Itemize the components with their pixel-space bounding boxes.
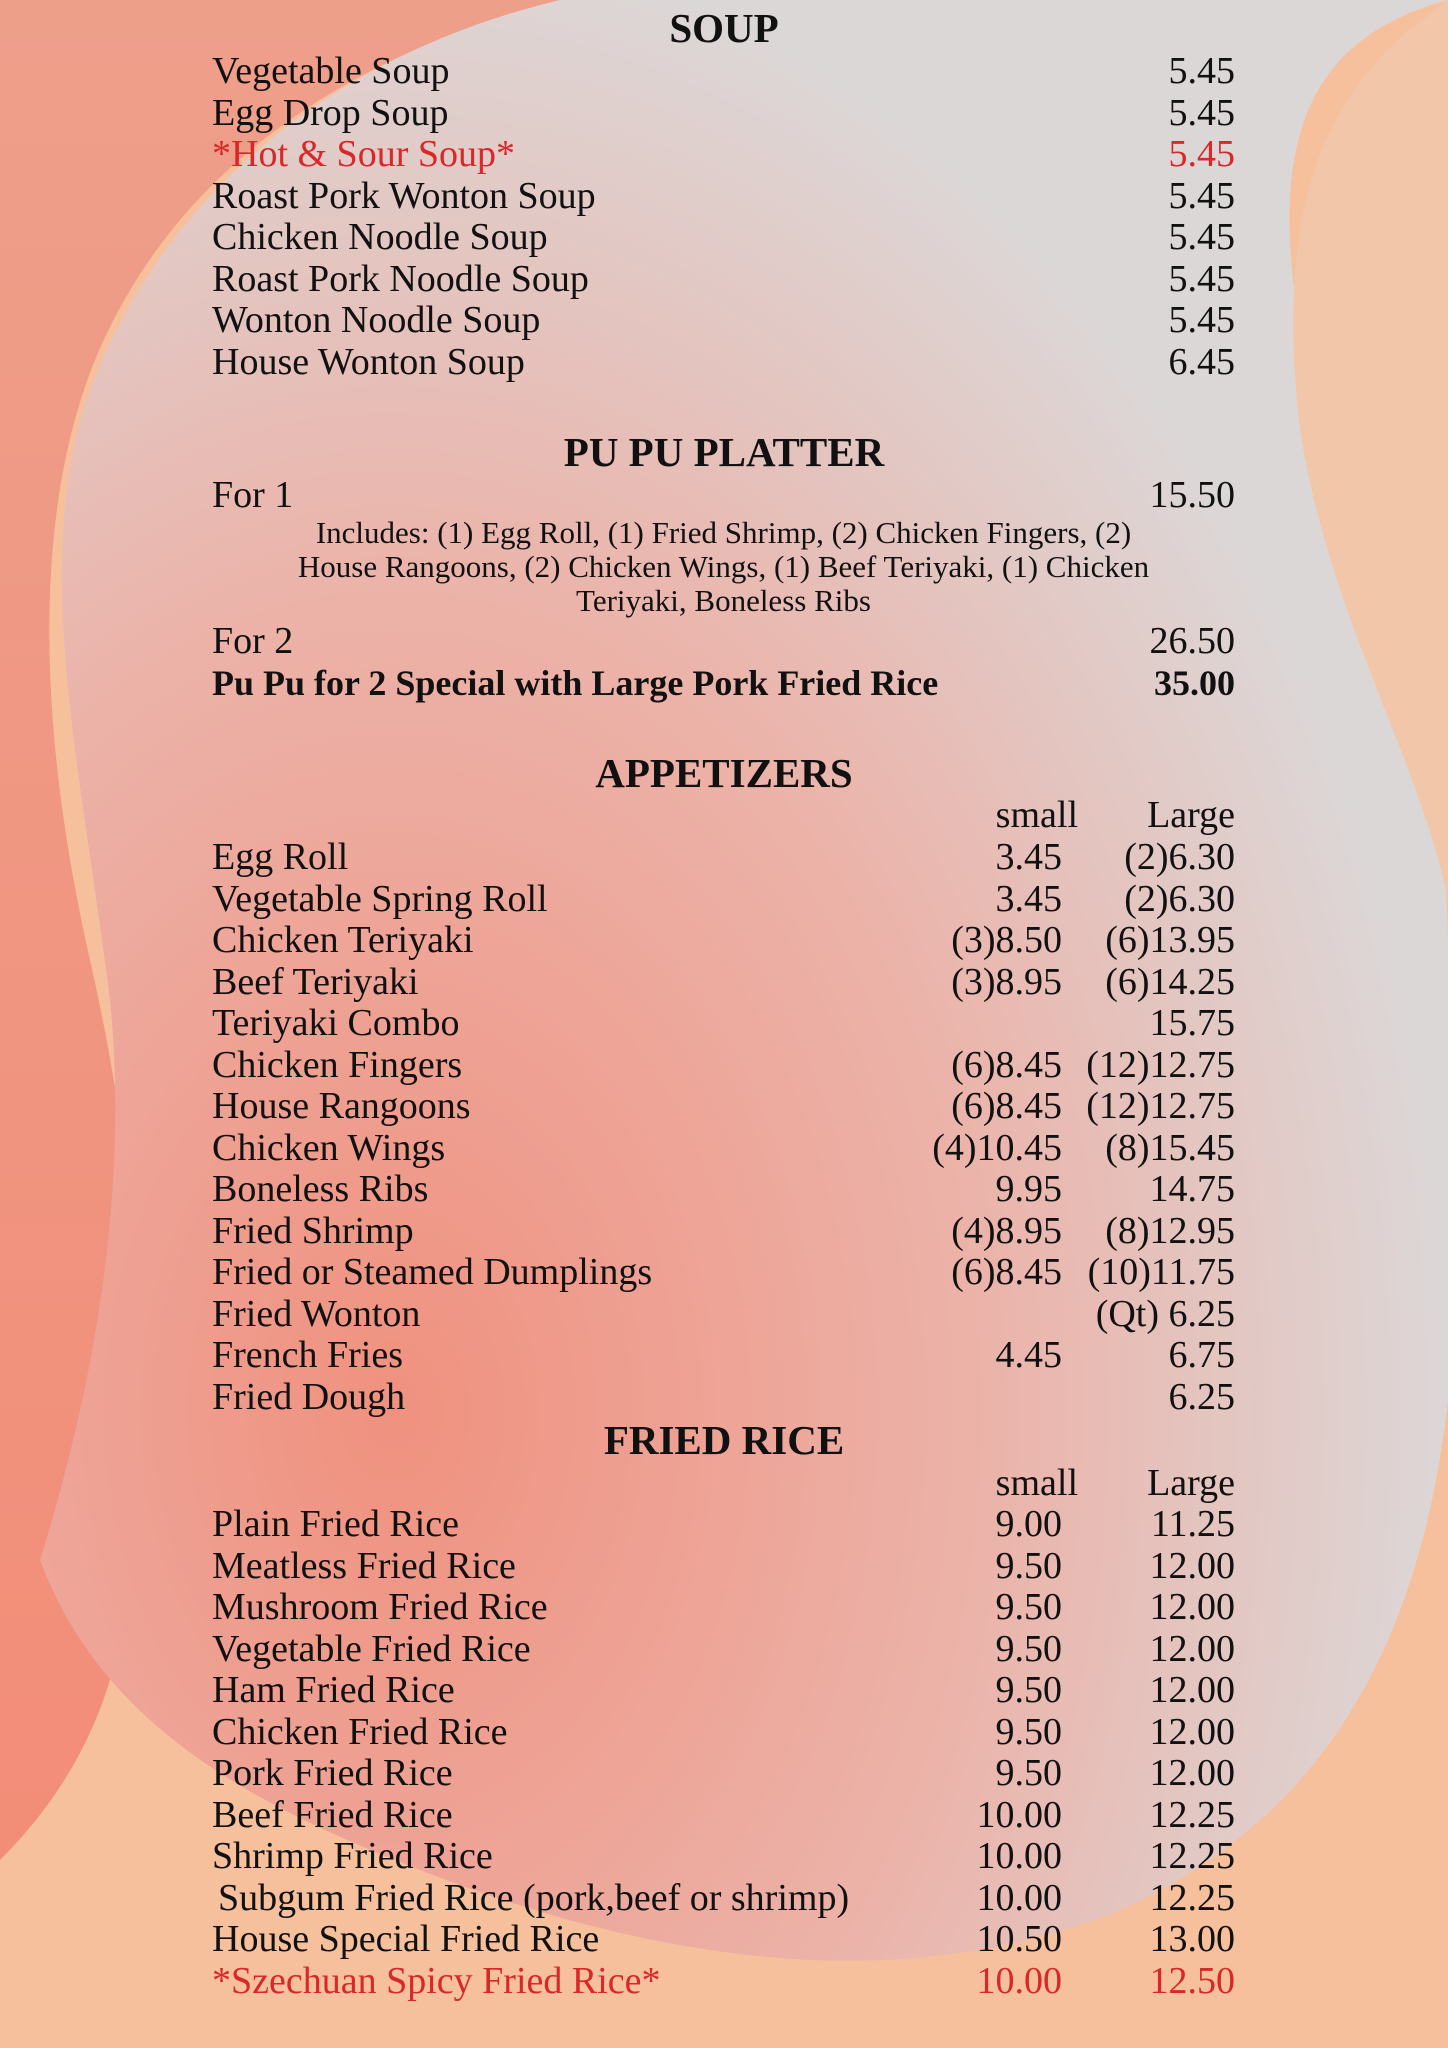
item-name: Beef Fried Rice (212, 1793, 453, 1836)
item-price: 5.45 (1168, 257, 1235, 300)
item-name: Ham Fried Rice (212, 1669, 455, 1711)
menu-item-row (212, 961, 1235, 1003)
menu-item-row (212, 836, 1235, 878)
item-price-large: 12.50 (1149, 1959, 1235, 2002)
item-price-small: 10.00 (976, 1835, 1062, 1877)
item-price-large: 12.00 (1149, 1710, 1235, 1753)
item-name: Egg Roll (212, 836, 349, 878)
menu-item-row (212, 1044, 1235, 1086)
item-name: Chicken Fried Rice (212, 1710, 508, 1753)
item-price-small: 10.50 (976, 1918, 1062, 1960)
section-title-soup: SOUP (669, 5, 779, 51)
item-price-small: 3.45 (995, 836, 1062, 878)
item-name: Fried or Steamed Dumplings (212, 1251, 653, 1293)
menu-item-row (212, 216, 1235, 258)
item-name: Chicken Noodle Soup (212, 216, 548, 258)
menu-item-row (212, 1752, 1235, 1794)
menu-item-row (212, 92, 1235, 134)
menu-item-row (212, 1669, 1235, 1711)
item-name: Boneless Ribs (212, 1168, 429, 1210)
item-price-small: 9.50 (995, 1544, 1062, 1587)
item-price-small: 3.45 (995, 877, 1062, 920)
item-name: Fried Dough (212, 1375, 406, 1418)
menu-item-row (212, 1334, 1235, 1376)
item-name: Pork Fried Rice (212, 1752, 453, 1794)
item-price-large: (2)6.30 (1124, 877, 1235, 920)
item-price-small: 10.00 (976, 1793, 1062, 1836)
menu-item-row (212, 258, 1235, 300)
item-name: *Hot & Sour Soup* (212, 133, 515, 175)
item-name: House Rangoons (212, 1085, 471, 1127)
menu-item-row (212, 1960, 1235, 2002)
pupu-includes-line-3: Teriyaki, Boneless Ribs (576, 583, 871, 618)
item-price-small: 9.50 (995, 1586, 1062, 1628)
item-price-large: 13.00 (1149, 1918, 1235, 1960)
menu-item-row (212, 1251, 1235, 1293)
item-price-small: 9.95 (995, 1168, 1062, 1210)
item-price-large: (Qt) 6.25 (1095, 1292, 1235, 1335)
pupu-for2-name: For 2 (212, 620, 294, 662)
item-price-small: 10.00 (976, 1876, 1062, 1919)
pupu-for2-price: 26.50 (1149, 620, 1235, 662)
appetizers-col-small: small (995, 794, 1078, 836)
pupu-for1-name: For 1 (212, 474, 294, 516)
pupu-includes-line-2: House Rangoons, (2) Chicken Wings, (1) Beef Teriyaki, (1) Chicken (297, 549, 1150, 584)
item-price-large: 11.25 (1150, 1503, 1235, 1545)
item-price-large: 14.75 (1149, 1168, 1235, 1210)
item-name: Chicken Fingers (212, 1043, 463, 1086)
item-price-small: 9.50 (995, 1669, 1062, 1711)
item-name: Chicken Teriyaki (212, 919, 474, 961)
item-price-large: (10)11.75 (1087, 1251, 1235, 1293)
item-price-small: 4.45 (995, 1334, 1062, 1376)
section-title-appetizers: APPETIZERS (595, 750, 853, 796)
menu-item-row (212, 1918, 1235, 1960)
item-price-large: 12.00 (1149, 1586, 1235, 1628)
pupu-special-price: 35.00 (1154, 663, 1235, 703)
item-price: 5.45 (1168, 50, 1235, 92)
menu-item-row (212, 1168, 1235, 1210)
menu-item-row (212, 1835, 1235, 1877)
item-name: Vegetable Spring Roll (212, 877, 548, 920)
pupu-includes-line-1: Includes: (1) Egg Roll, (1) Fried Shrimp, (2) Chicken Fingers, (2) (315, 515, 1132, 550)
item-price-small: 9.00 (995, 1503, 1062, 1545)
menu-item-row (212, 1794, 1235, 1836)
item-price-small: (3)8.50 (951, 919, 1062, 961)
item-name: French Fries (212, 1334, 404, 1376)
item-price-large: 12.00 (1149, 1669, 1235, 1711)
item-price-small: 9.50 (995, 1710, 1062, 1753)
item-name: Chicken Wings (212, 1126, 446, 1169)
item-price-large: 12.25 (1149, 1876, 1235, 1919)
item-price-large: 12.25 (1149, 1835, 1235, 1877)
item-price-large: (12)12.75 (1086, 1043, 1235, 1086)
item-price: 5.45 (1168, 133, 1235, 175)
item-price-small: 10.00 (976, 1959, 1062, 2002)
menu-item-row (212, 1628, 1235, 1670)
item-name: Wonton Noodle Soup (212, 299, 541, 341)
appetizers-col-large: Large (1147, 794, 1235, 836)
item-name: Mushroom Fried Rice (212, 1586, 548, 1628)
pupu-for1-row (212, 474, 1235, 516)
item-price-small: (6)8.45 (951, 1085, 1062, 1127)
item-price-large: 12.25 (1149, 1793, 1235, 1836)
pupu-special-name: Pu Pu for 2 Special with Large Pork Fried Rice (212, 663, 939, 703)
item-name: Teriyaki Combo (212, 1002, 460, 1044)
section-title-fried-rice: FRIED RICE (603, 1417, 845, 1463)
item-name: Subgum Fried Rice (pork,beef or shrimp) (218, 1876, 850, 1919)
item-price-large: 12.00 (1149, 1627, 1235, 1670)
fried-rice-col-large: Large (1147, 1462, 1235, 1504)
menu-item-row (212, 1545, 1235, 1587)
item-name: Roast Pork Wonton Soup (212, 174, 596, 217)
item-price-large: 12.00 (1149, 1752, 1235, 1794)
item-price-large: (6)13.95 (1105, 919, 1235, 961)
menu-item-row (212, 341, 1235, 383)
item-price: 5.45 (1168, 216, 1235, 258)
item-price-large: 12.00 (1149, 1544, 1235, 1587)
item-name: House Special Fried Rice (212, 1918, 600, 1960)
appetizers-column-headers (212, 794, 1235, 836)
item-price-small: (6)8.45 (951, 1043, 1062, 1086)
item-price-small: (4)10.45 (932, 1126, 1062, 1169)
menu-item-row (212, 919, 1235, 961)
menu-item-row (212, 299, 1235, 341)
item-name: Meatless Fried Rice (212, 1544, 516, 1587)
item-price-large: 6.75 (1168, 1334, 1235, 1376)
menu-item-row (212, 1002, 1235, 1044)
item-price-large: 6.25 (1168, 1375, 1235, 1418)
item-name: Egg Drop Soup (212, 91, 449, 134)
item-price: 5.45 (1168, 91, 1235, 134)
pupu-for2-row (212, 620, 1235, 662)
menu-item-row (212, 1586, 1235, 1628)
menu-item-row (212, 133, 1235, 175)
item-price-large: (8)12.95 (1105, 1209, 1235, 1252)
menu-item-row (212, 1376, 1235, 1418)
item-name: Vegetable Soup (212, 50, 450, 92)
item-price-small: 9.50 (995, 1627, 1062, 1670)
menu-item-row (212, 878, 1235, 920)
item-name: Fried Shrimp (212, 1209, 414, 1252)
item-price-small: (4)8.95 (951, 1209, 1062, 1252)
fried-rice-column-headers (212, 1462, 1235, 1504)
item-price-small: (6)8.45 (951, 1251, 1062, 1293)
menu-item-row (212, 1085, 1235, 1127)
item-name: House Wonton Soup (212, 340, 525, 383)
item-price: 6.45 (1168, 340, 1235, 383)
menu-item-row (212, 1127, 1235, 1169)
menu-item-row (212, 1293, 1235, 1335)
menu-item-row (212, 1877, 1235, 1919)
item-price-small: (3)8.95 (951, 960, 1062, 1003)
item-price: 5.45 (1168, 299, 1235, 341)
item-price-large: 15.75 (1149, 1002, 1235, 1044)
section-title-pupu: PU PU PLATTER (563, 429, 885, 475)
item-price-large: (6)14.25 (1105, 960, 1235, 1003)
item-name: *Szechuan Spicy Fried Rice* (212, 1959, 661, 2002)
pupu-special-row (212, 662, 1235, 704)
menu-item-row (212, 1210, 1235, 1252)
fried-rice-col-small: small (995, 1462, 1078, 1504)
item-price-small: 9.50 (995, 1752, 1062, 1794)
item-name: Vegetable Fried Rice (212, 1627, 531, 1670)
item-name: Fried Wonton (212, 1292, 421, 1335)
item-name: Beef Teriyaki (212, 960, 419, 1003)
item-price: 5.45 (1168, 174, 1235, 217)
item-name: Roast Pork Noodle Soup (212, 257, 589, 300)
item-name: Shrimp Fried Rice (212, 1835, 493, 1877)
item-price-large: (8)15.45 (1105, 1126, 1235, 1169)
menu-item-row (212, 1711, 1235, 1753)
item-price-large: (12)12.75 (1086, 1085, 1235, 1127)
pupu-for1-price: 15.50 (1149, 474, 1235, 516)
menu-item-row (212, 50, 1235, 92)
item-name: Plain Fried Rice (212, 1503, 459, 1545)
item-price-large: (2)6.30 (1124, 836, 1235, 878)
menu-item-row (212, 175, 1235, 217)
menu-item-row (212, 1503, 1235, 1545)
